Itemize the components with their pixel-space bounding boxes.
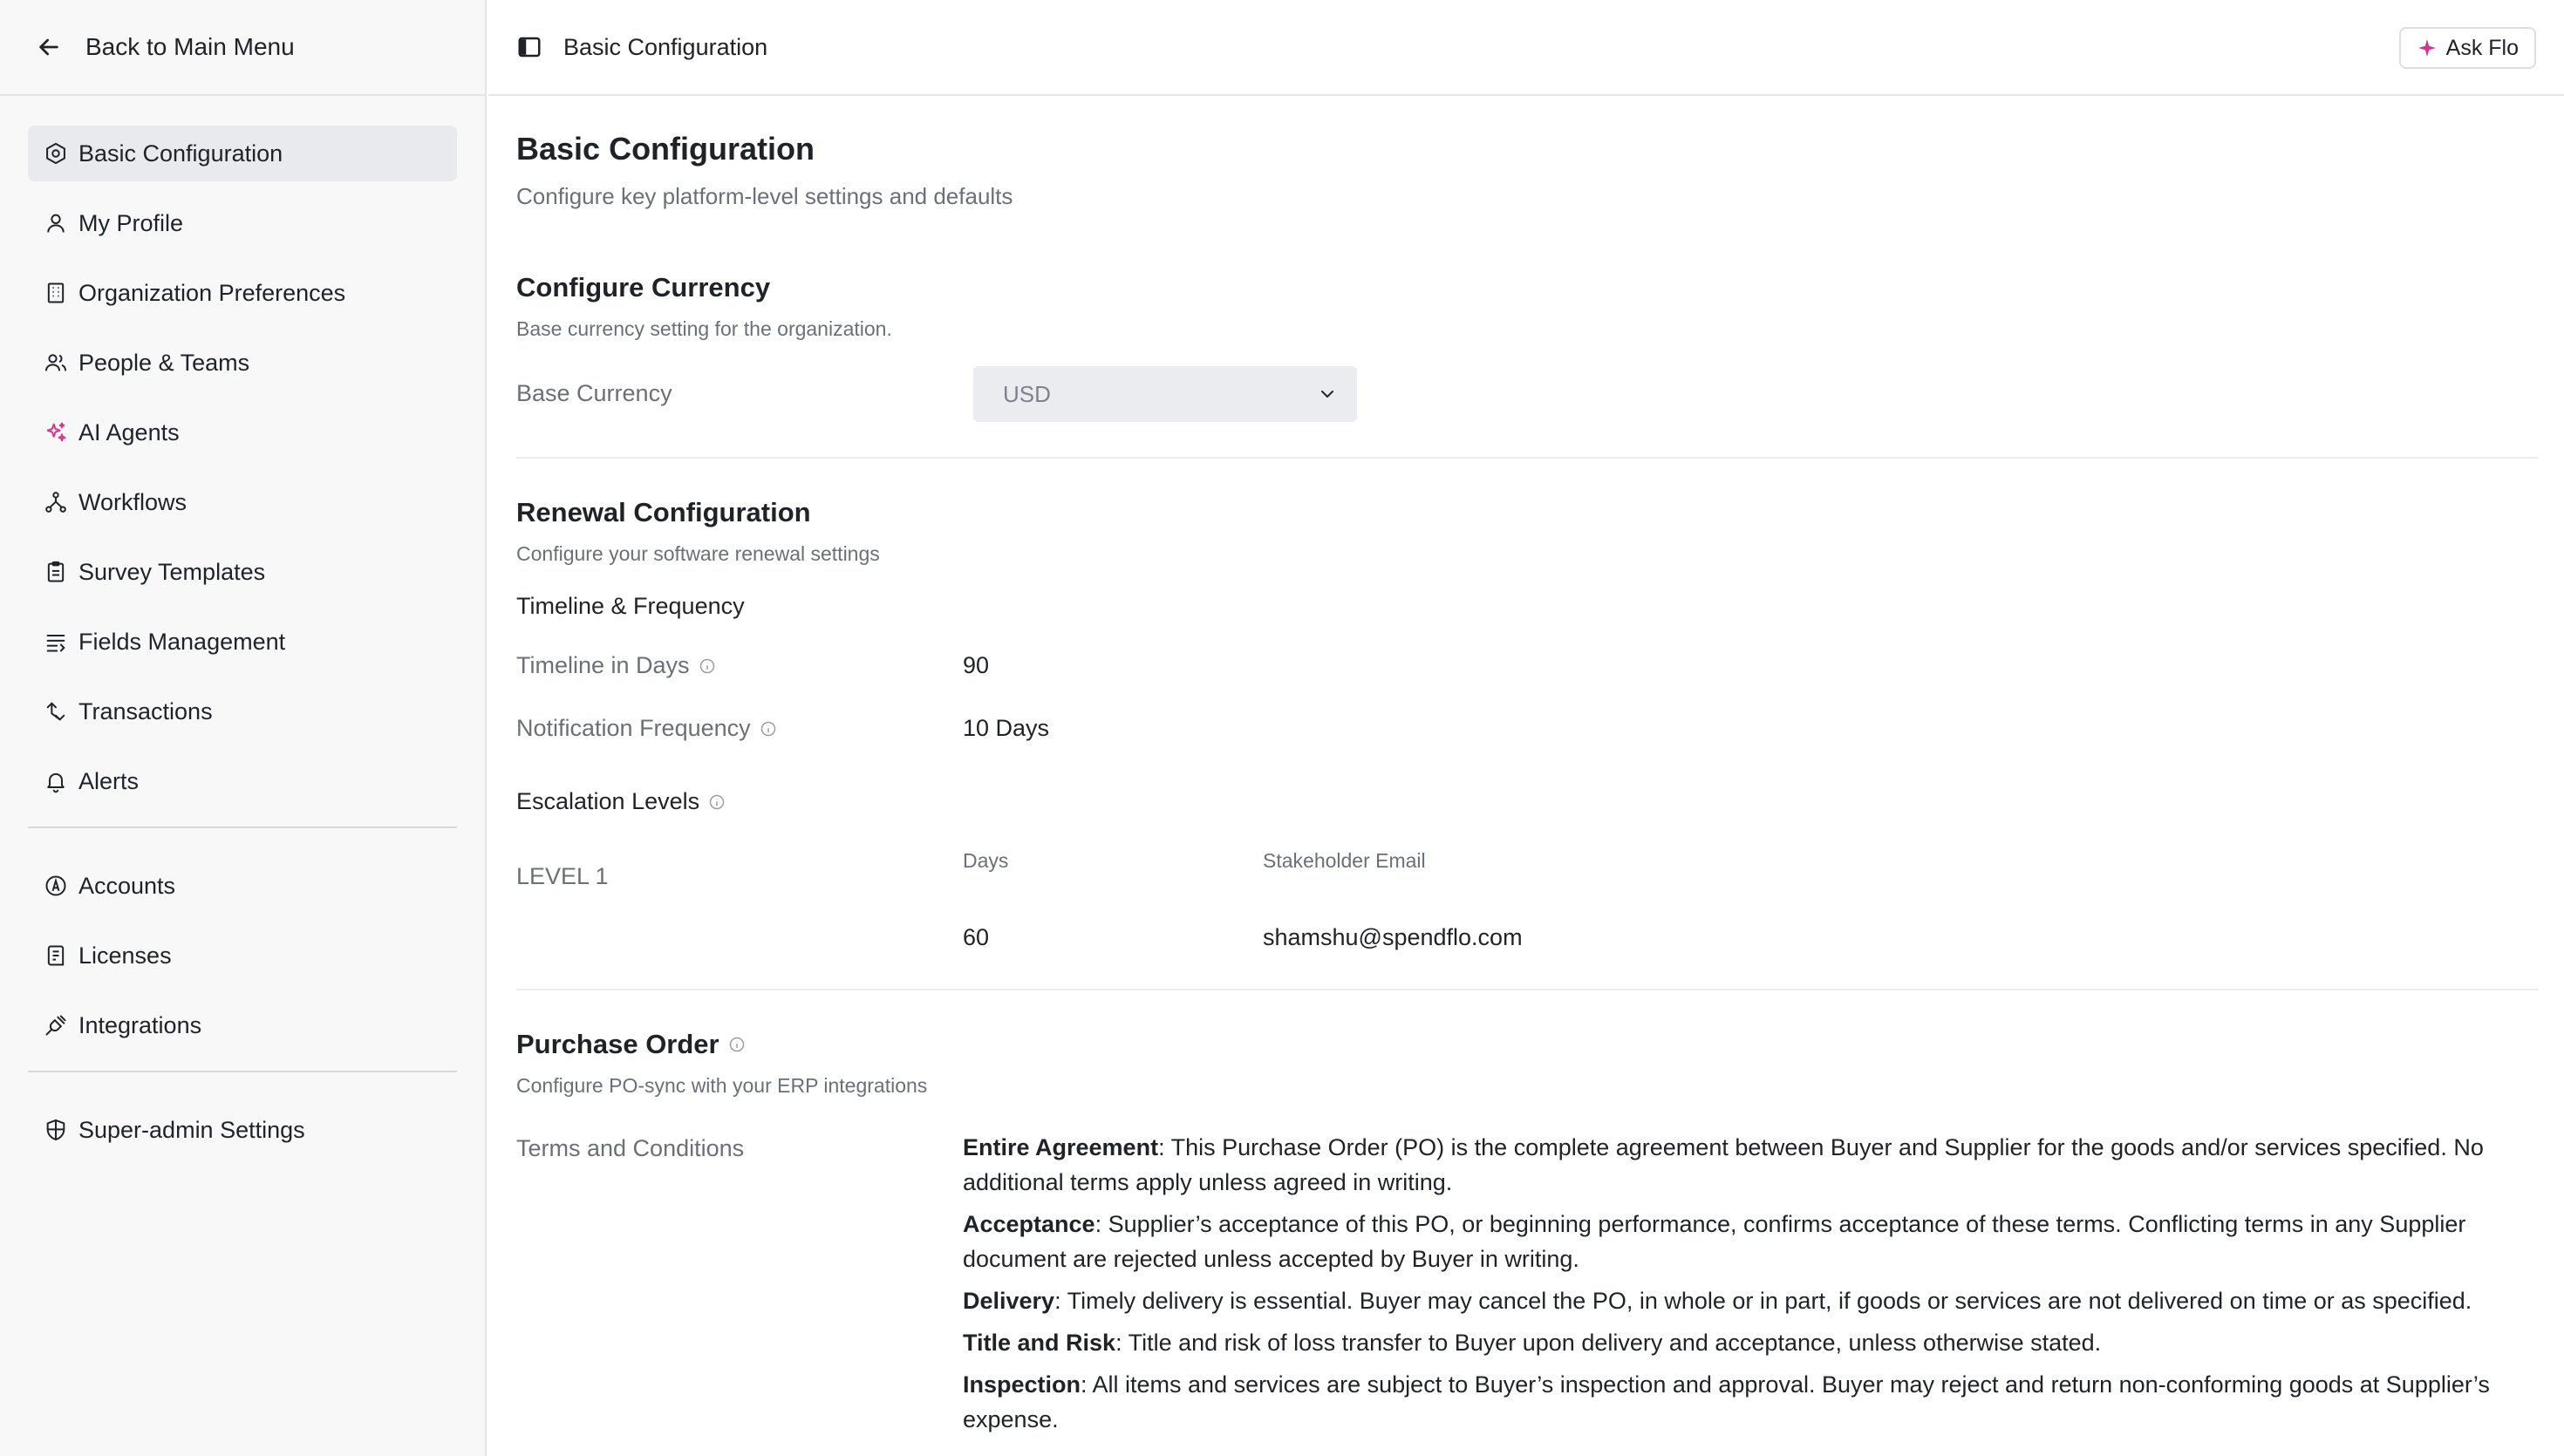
transactions-icon	[44, 699, 68, 724]
notification-frequency-label-text: Notification Frequency	[516, 715, 751, 741]
sidebar-item-super-admin-settings[interactable]	[28, 1102, 457, 1158]
base-currency-select[interactable]	[973, 366, 1357, 422]
sidebar-item-label: Alerts	[78, 767, 140, 794]
bell-icon	[44, 769, 68, 793]
license-icon	[44, 943, 68, 968]
sidebar-item-label: Integrations	[78, 1011, 202, 1038]
timeline-in-days-label-text: Timeline in Days	[516, 652, 690, 678]
escalation-levels-heading-text: Escalation Levels	[516, 788, 700, 814]
sidebar-item-label: AI Agents	[78, 418, 180, 446]
stakeholder-email-column-header: Stakeholder Email	[1263, 849, 1426, 872]
sidebar-item-label: Super-admin Settings	[78, 1116, 305, 1143]
section-divider	[516, 989, 2538, 990]
info-icon[interactable]	[760, 720, 777, 738]
sidebar-item-label: My Profile	[78, 209, 184, 236]
sidebar-item-label: Fields Management	[78, 628, 286, 655]
notification-frequency-value: 10 Days	[963, 715, 1050, 741]
days-column-header: Days	[963, 849, 1009, 872]
timeline-in-days-label	[516, 652, 716, 679]
currency-section-subtitle: Base currency setting for the organization.	[516, 317, 892, 340]
term-heading: Title and Risk	[963, 1330, 1116, 1356]
terms-and-conditions-content	[963, 1130, 2498, 1444]
level-1-label	[516, 863, 609, 890]
sidebar-item-people-teams[interactable]	[28, 335, 457, 391]
top-bar	[488, 0, 2564, 96]
term-heading: Entire Agreement	[963, 1134, 1159, 1160]
clipboard-icon	[44, 560, 68, 584]
sparkle-icon	[2417, 37, 2438, 58]
sidebar-item-label: Licenses	[78, 942, 172, 969]
back-label: Back to Main Menu	[85, 33, 295, 60]
terms-and-conditions-label-text: Terms and Conditions	[516, 1135, 745, 1161]
timeline-in-days-value: 90	[963, 652, 990, 678]
settings-nav	[0, 96, 485, 1158]
sidebar-item-ai-agents[interactable]	[28, 405, 457, 460]
user-icon	[44, 211, 68, 235]
sidebar-item-organization-preferences[interactable]	[28, 265, 457, 321]
sidebar-item-integrations[interactable]	[28, 997, 457, 1053]
escalation-levels-heading	[516, 788, 726, 815]
list-icon	[44, 629, 68, 654]
account-circle-icon	[44, 874, 68, 898]
terms-and-conditions-label	[516, 1135, 744, 1162]
sidebar-item-label: Transactions	[78, 697, 213, 725]
renewal-section-title: Renewal Configuration	[516, 497, 811, 527]
term-item	[963, 1207, 2498, 1276]
level-1-days-value: 60	[963, 924, 990, 950]
sidebar-item-label: People & Teams	[78, 349, 250, 376]
sidebar-item-basic-configuration[interactable]	[28, 126, 457, 181]
level-1-email-value: shamshu@spendflo.com	[1263, 924, 1523, 950]
sidebar-item-label: Workflows	[78, 488, 188, 515]
term-item	[963, 1130, 2498, 1200]
info-icon[interactable]	[699, 657, 716, 675]
notification-frequency-label	[516, 715, 777, 742]
sidebar-toggle-icon[interactable]	[516, 34, 542, 60]
building-icon	[44, 281, 68, 305]
info-icon[interactable]	[728, 1036, 746, 1053]
term-heading: Inspection	[963, 1371, 1081, 1398]
sidebar-item-label: Accounts	[78, 872, 176, 899]
sparkles-icon	[44, 420, 68, 445]
term-text: : Supplier’s acceptance of this PO, or beginning performance, confirms acceptance of these terms. Conflicting terms in any Supplier document are rejected unless accepted by Buyer in writing.	[963, 1211, 2466, 1272]
timeline-frequency-heading	[516, 593, 745, 620]
term-text: : Title and risk of loss transfer to Buyer upon delivery and acceptance, unless otherwise stated.	[1115, 1330, 2102, 1356]
purchase-order-section-subtitle: Configure PO-sync with your ERP integrations	[516, 1074, 928, 1097]
chevron-down-icon	[1317, 384, 1338, 405]
back-to-main-menu-button[interactable]	[0, 0, 485, 96]
currency-section-title: Configure Currency	[516, 272, 771, 303]
sidebar-item-alerts[interactable]	[28, 753, 457, 809]
term-item	[963, 1367, 2498, 1437]
sidebar-item-workflows[interactable]	[28, 474, 457, 530]
base-currency-value: USD	[1003, 380, 1051, 407]
timeline-frequency-heading-text: Timeline & Frequency	[516, 593, 745, 619]
sidebar-item-fields-management[interactable]	[28, 614, 457, 670]
sidebar-item-transactions[interactable]	[28, 684, 457, 739]
sidebar-item-licenses[interactable]	[28, 928, 457, 983]
ask-flo-button[interactable]	[2399, 27, 2536, 69]
term-item	[963, 1325, 2498, 1360]
purchase-order-section-title	[516, 1029, 746, 1060]
term-text: : Timely delivery is essential. Buyer may cancel the PO, in whole or in part, if goods or services are not delivered on time or as specified.	[1054, 1288, 2472, 1314]
ask-flo-label: Ask Flo	[2445, 35, 2519, 60]
sidebar-divider	[28, 827, 457, 828]
renewal-section-subtitle: Configure your software renewal settings	[516, 542, 880, 565]
base-currency-label	[516, 380, 672, 407]
term-text: : This Purchase Order (PO) is the complete agreement between Buyer and Supplier for the goods and/or services specified. No additional terms apply unless agreed in writing.	[963, 1134, 2484, 1195]
section-divider	[516, 457, 2538, 459]
term-item	[963, 1283, 2498, 1318]
settings-hex-icon	[44, 141, 68, 166]
plug-icon	[44, 1013, 68, 1038]
page-subtitle: Configure key platform-level settings and defaults	[516, 183, 1013, 209]
purchase-order-title-text: Purchase Order	[516, 1029, 719, 1059]
info-icon[interactable]	[708, 793, 726, 811]
sidebar-item-my-profile[interactable]	[28, 195, 457, 251]
sidebar-divider	[28, 1071, 457, 1072]
arrow-left-icon	[35, 33, 63, 61]
base-currency-label-text: Base Currency	[516, 380, 672, 406]
page-title: Basic Configuration	[516, 131, 815, 167]
sidebar-item-label: Survey Templates	[78, 558, 266, 585]
workflow-icon	[44, 490, 68, 514]
term-text: : All items and services are subject to Buyer’s inspection and approval. Buyer may reject and return non-conforming goods at Supplier’s expense.	[963, 1371, 2490, 1432]
sidebar-item-accounts[interactable]	[28, 858, 457, 914]
term-heading: Delivery	[963, 1288, 1055, 1314]
breadcrumb: Basic Configuration	[563, 33, 768, 60]
sidebar-item-label: Organization Preferences	[78, 279, 346, 306]
sidebar-item-survey-templates[interactable]	[28, 544, 457, 600]
shield-icon	[44, 1118, 68, 1142]
sidebar	[0, 0, 487, 1456]
term-heading: Acceptance	[963, 1211, 1095, 1237]
level-1-label-text: LEVEL 1	[516, 863, 609, 889]
sidebar-item-label: Basic Configuration	[78, 139, 283, 167]
users-icon	[44, 350, 68, 375]
